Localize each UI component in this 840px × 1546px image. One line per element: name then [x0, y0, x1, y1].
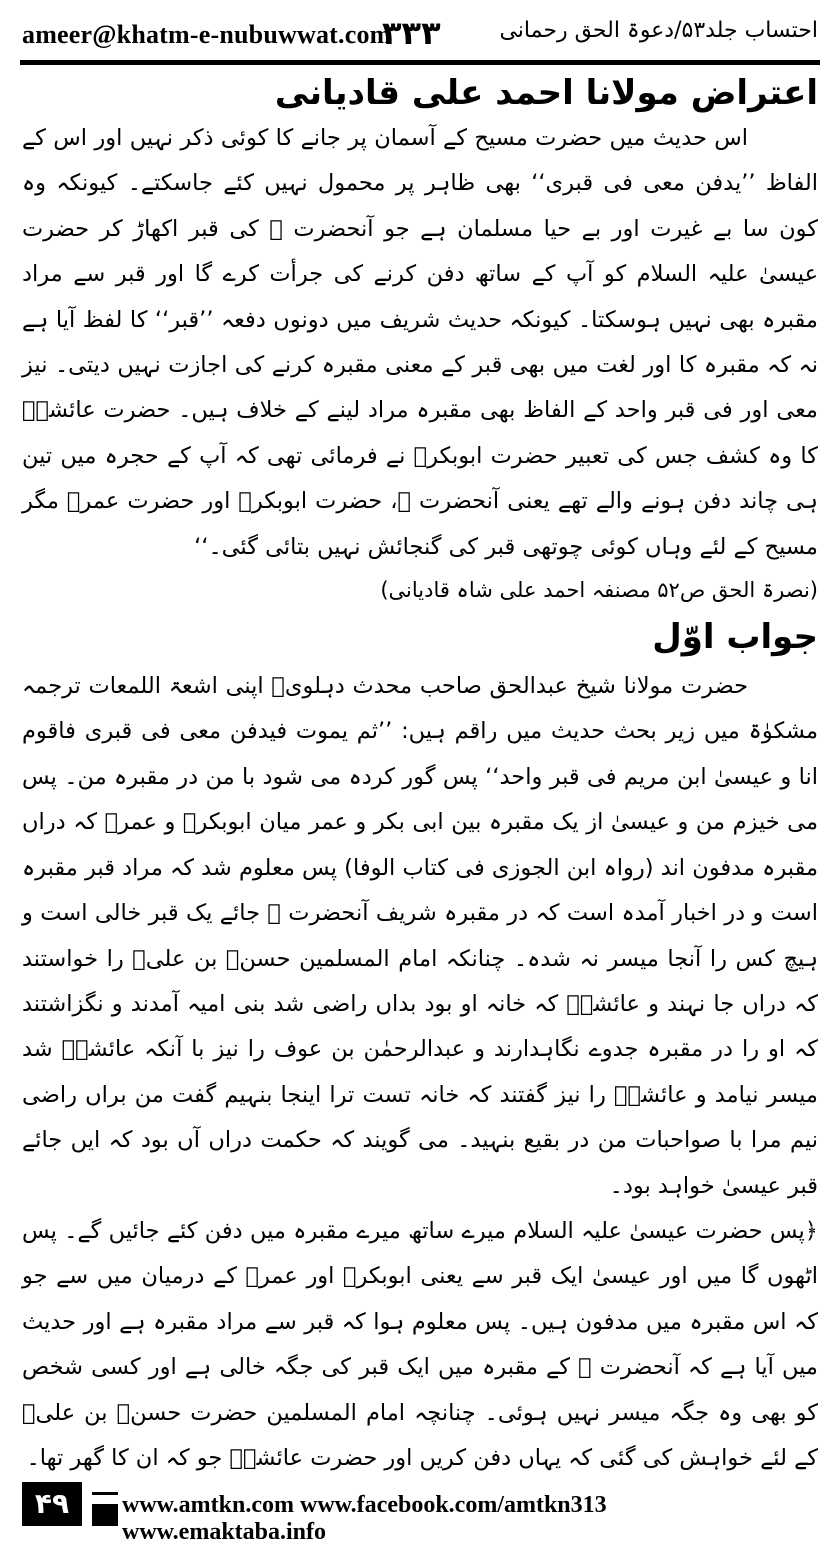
running-title: احتساب جلد۵۳/دعوۃ الحق رحمانی: [499, 18, 818, 43]
answer-paragraph: حضرت مولانا شیخ عبدالحق صاحب محدث دہلویؒ اپنی اشعۃ اللمعات ترجمہ مشکوٰۃ میں زیر بحث حدیث میں راقم ہیں: ’’ثم یموت فیدفن معی فی قبری فاقوم انا و عیسیٰ ابن مریم فی قبر واحد‘‘ پس گور کردہ می شود با من در مقبرہ من۔ پس می خیزم من و عیسیٰ از یک مقبرہ بین ابی بکر و عمر میان ابوبکرؓ و عمرؓ کہ دراں مقبرہ مدفون اند (رواہ ابن الجوزی فی کتاب الوفا) پس معلوم شد کہ مراد قبر مقبرہ است و در اخبار آمدہ است کہ در مقبرہ شریف آنحضرت ﷺ جائے یک قبر خالی است و ہیچ کس را آنجا میسر نہ شدہ۔ چنانکہ امام المسلمین حسنؓ بن علیؓ را خواستند کہ دراں جا نہند و عائشہؓ کہ خانہ او بود بداں راضی شد بنی امیہ آمدند و نگزاشتند کہ او را در مقبرہ جدوے نگاہدارند و عبدالرحمٰن بن عوف را نیز با آنکہ عائشہؓ شد میسر نیامد و عائشہؓ را نیز گفتند کہ خانہ تست ترا اینجا بنہیم گفت من براں راضی نیم مرا با صواحبات من در بقیع بنہید۔ می گویند کہ حکمت دراں آں بود کہ ایں جائے قبر عیسیٰ خواہد بود۔: [22, 673, 818, 1199]
header-email: ameer@khatm-e-nubuwwat.com: [22, 20, 392, 49]
page-body: [22, 70, 818, 1481]
citation-text: (نصرۃ الحق ص۵۲ مصنفہ احمد علی شاہ قادیانی): [380, 578, 818, 603]
section-title-objection: اعتراض مولانا احمد علی قادیانی: [274, 73, 818, 113]
translation-paragraph: ﴿پس حضرت عیسیٰ علیہ السلام میرے ساتھ میرے مقبرہ میں دفن کئے جائیں گے۔ پس اٹھوں گا میں اور عیسیٰ ایک قبر سے یعنی ابوبکرؓ اور عمرؓ کے درمیان میں سے جو کہ اس مقبرہ میں مدفون ہیں۔ پس معلوم ہوا کہ قبر سے مراد مقبرہ ہے اور حدیث میں آیا ہے کہ آنحضرت ﷺ کے مقبرہ میں ایک قبر کی جگہ خالی ہے اور کسی شخص کو بھی وہ جگہ میسر نہیں ہوئی۔ چنانچہ امام المسلمین حضرت حسنؓ بن علیؓ کے لئے خواہش کی گئی کہ یہاں دفن کریں اور حضرت عائشہؓ جو کہ ان کا گھر تھا۔: [22, 1217, 818, 1471]
page-footer: [22, 1478, 818, 1545]
footer-links: www.amtkn.com www.facebook.com/amtkn313 www.emaktaba.info: [118, 1492, 818, 1546]
header-rule: [20, 60, 820, 65]
section-title-answer: جواب اوّل: [652, 617, 818, 658]
objection-paragraph: اس حدیث میں حضرت مسیح کے آسمان پر جانے کا کوئی ذکر نہیں اور اس کے الفاظ ’’یدفن معی فی قبری‘‘ بھی ظاہر پر محمول نہیں کئے جاسکتے۔ کیونکہ وہ کون سا بے غیرت اور بے حیا مسلمان ہے جو آنحضرت ﷺ کی قبر اکھاڑ کر حضرت عیسیٰ علیہ السلام کو آپ کے ساتھ دفن کرنے کی جرأت کرے گا اور قبر سے مراد مقبرہ بھی نہیں ہوسکتا۔ کیونکہ حدیث شریف میں دونوں دفعہ ’’قبر‘‘ کا لفظ آیا ہے نہ کہ مقبرہ کا اور لغت میں بھی قبر کے معنی مقبرہ کرنے کی اجازت نہیں دیتی۔ نیز معی اور فی قبر واحد کے الفاظ بھی مقبرہ مراد لینے کے خلاف ہیں۔ حضرت عائشہؓ کا وہ کشف جس کی تعبیر حضرت ابوبکرؓ نے فرمائی تھی کہ آپ کے حجرہ میں تین ہی چاند دفن ہونے والے تھے یعنی آنحضرت ﷺ، حضرت ابوبکرؓ اور حضرت عمرؓ مگر مسیح کے لئے وہاں کوئی چوتھی قبر کی گنجائش نہیں بتائی گئی۔‘‘: [22, 125, 818, 560]
header-page-number: ۳۳۳: [382, 14, 441, 52]
footer-page-number: ۴۹: [22, 1482, 82, 1526]
page-header: [0, 0, 840, 58]
objection-citation: [22, 570, 818, 610]
